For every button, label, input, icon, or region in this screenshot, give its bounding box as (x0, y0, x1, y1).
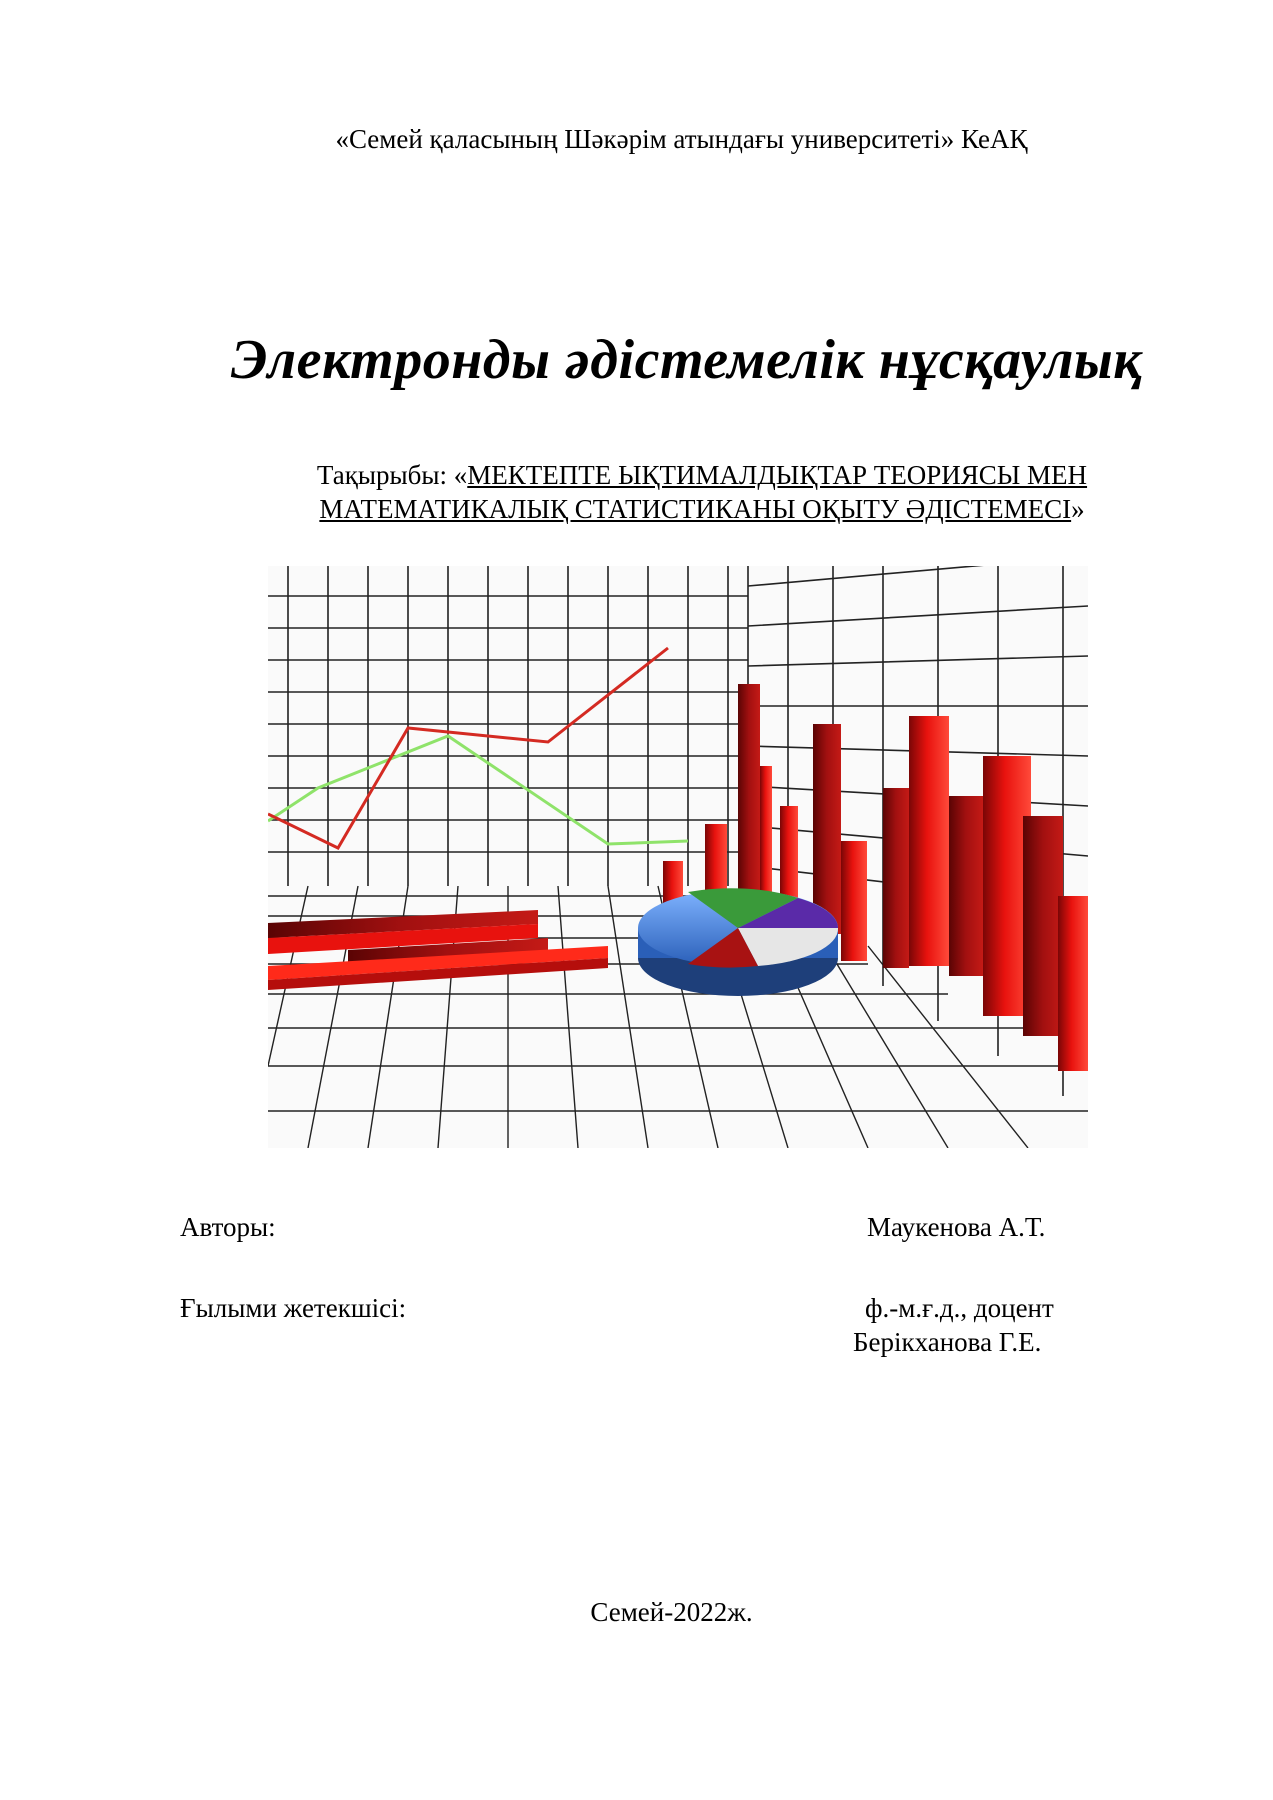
topic-title-line-1: МЕКТЕПТЕ ЫҚТИМАЛДЫҚТАР ТЕОРИЯСЫ МЕН (467, 460, 1088, 490)
supervisor-name: Берікханова Г.Е. (853, 1327, 1042, 1357)
authors-label: Авторы: (180, 1212, 276, 1242)
topic-block (252, 458, 1152, 526)
supervisor-label: Ғылыми жетекшісі: (180, 1293, 407, 1323)
topic-line-1 (252, 458, 1152, 492)
author-name: Маукенова А.Т. (867, 1212, 1046, 1242)
cover-illustration (268, 566, 1088, 1148)
topic-title-line-2: МАТЕМАТИКАЛЫҚ СТАТИСТИКАНЫ ОҚЫТУ ӘДІСТЕМЕСІ (319, 494, 1072, 524)
topic-prefix: Тақырыбы: « (316, 460, 468, 490)
place-year: Семей-2022ж. (590, 1597, 753, 1627)
document-title: Электронды әдістемелік нұсқаулық (230, 329, 1143, 391)
university-name: «Семей қаласының Шәкәрім атындағы университеті» КеАҚ (335, 124, 1028, 154)
supervisor-degree: ф.-м.ғ.д., доцент (865, 1293, 1054, 1323)
pie-chart-3d (638, 888, 838, 996)
topic-line-2 (252, 492, 1152, 526)
topic-suffix: » (1071, 494, 1085, 524)
